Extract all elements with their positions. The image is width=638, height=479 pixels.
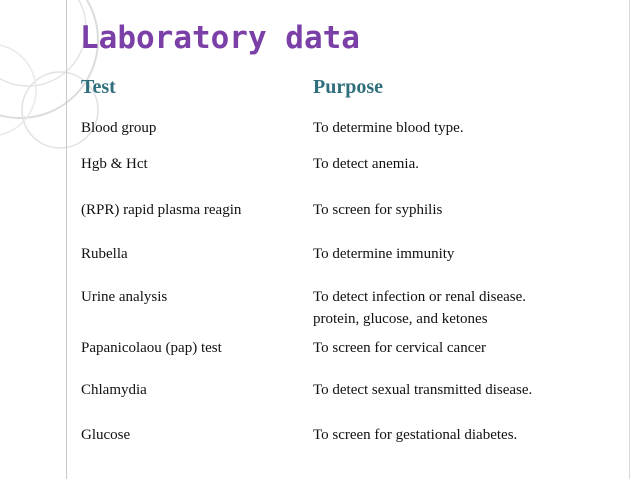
- column-header-test: Test: [81, 76, 116, 98]
- purpose-cell: To determine blood type.: [313, 120, 464, 136]
- test-cell: Urine analysis: [81, 289, 168, 305]
- test-cell: Rubella: [81, 246, 128, 262]
- test-cell: Hgb & Hct: [81, 156, 148, 172]
- test-cell: Papanicolaou (pap) test: [81, 340, 222, 356]
- purpose-cell: To detect anemia.: [313, 156, 419, 172]
- column-header-purpose: Purpose: [313, 76, 383, 98]
- test-cell: (RPR) rapid plasma reagin: [81, 202, 242, 218]
- left-rule: [66, 0, 67, 479]
- purpose-cell: To screen for syphilis: [313, 202, 443, 218]
- purpose-cell: To screen for gestational diabetes.: [313, 427, 518, 443]
- page-title: Laboratory data: [80, 20, 360, 56]
- test-cell: Chlamydia: [81, 382, 147, 398]
- purpose-cell: To detect sexual transmitted disease.: [313, 382, 533, 398]
- test-cell: Glucose: [81, 427, 131, 443]
- test-cell: Blood group: [81, 120, 157, 136]
- purpose-cell: To screen for cervical cancer: [313, 340, 486, 356]
- purpose-line-2: protein, glucose, and ketones: [313, 311, 488, 327]
- purpose-line-1: To detect infection or renal disease.: [313, 289, 527, 305]
- purpose-cell: To determine immunity: [313, 246, 455, 262]
- purpose-cell: [313, 286, 526, 330]
- right-rule: [629, 0, 630, 479]
